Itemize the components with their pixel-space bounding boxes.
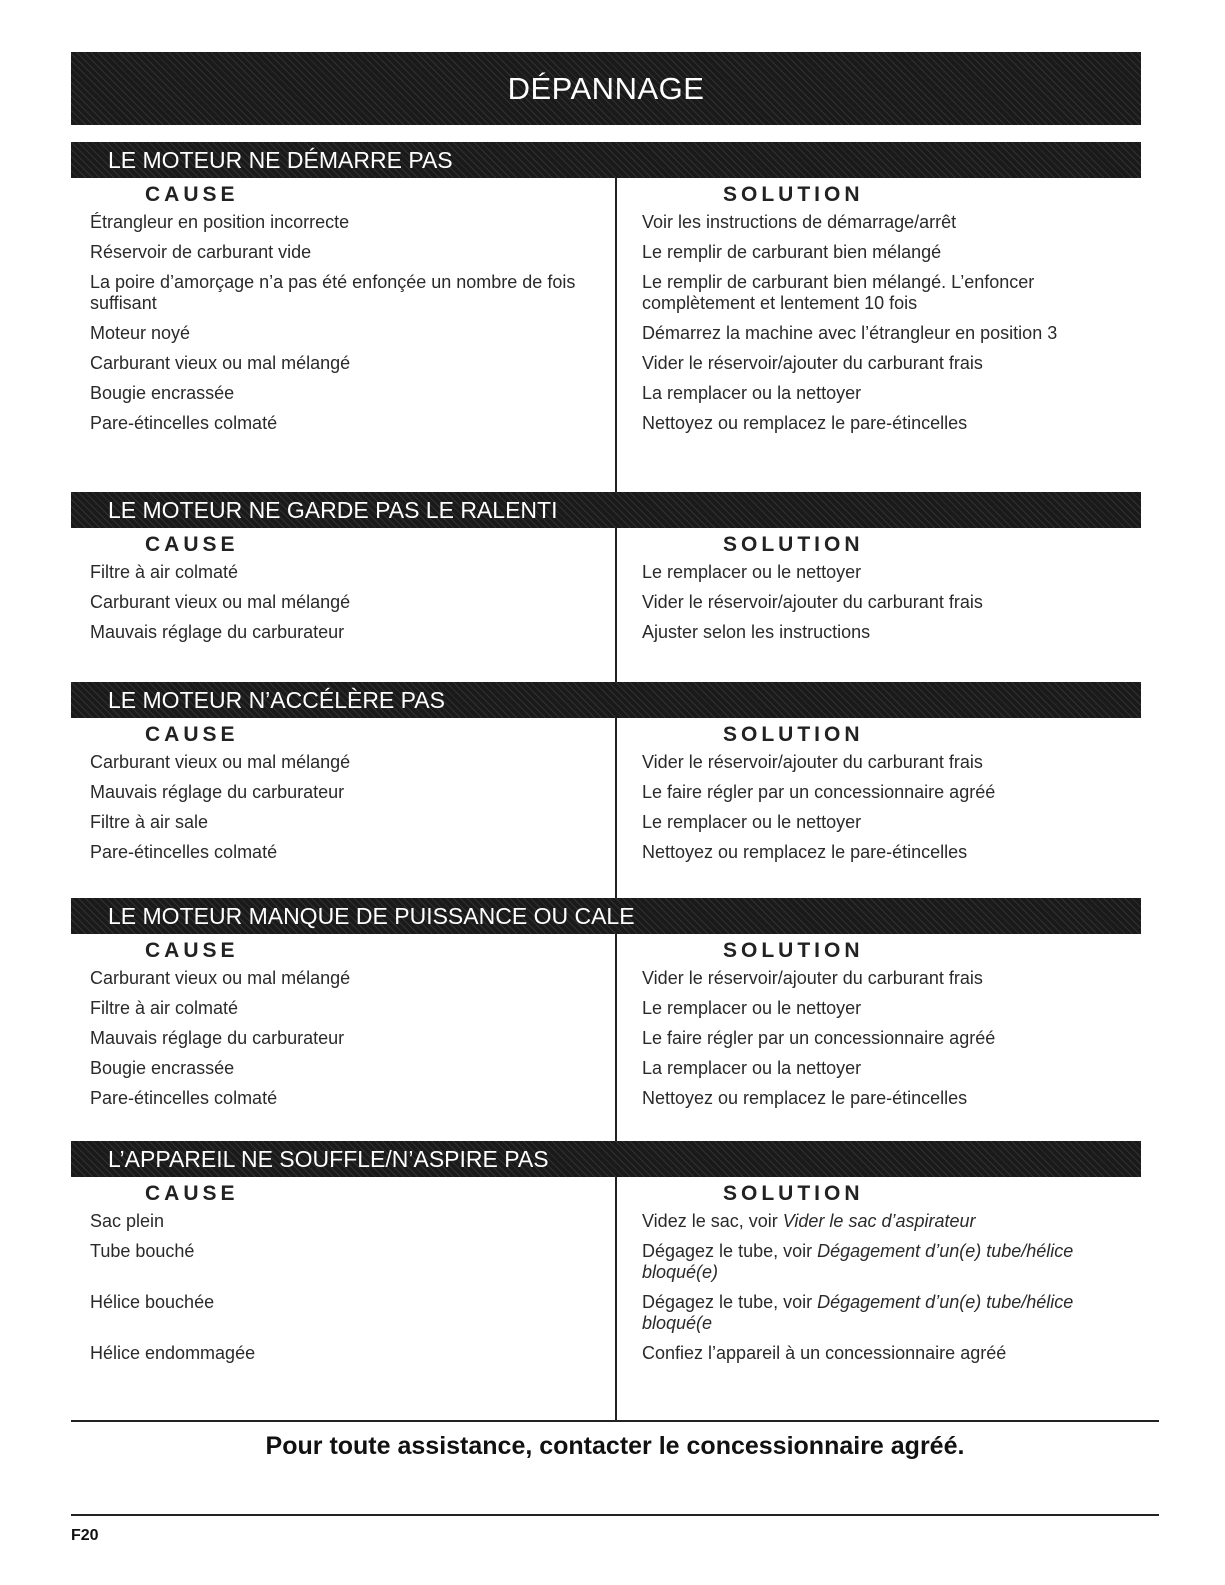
column-divider <box>615 718 617 898</box>
solution-item <box>642 353 1141 374</box>
solution-item <box>642 998 1141 1019</box>
solution-item <box>642 968 1141 989</box>
section-columns <box>71 178 1141 492</box>
column-divider <box>615 178 617 492</box>
solution-column <box>616 718 1141 898</box>
solution-text: Le remplacer ou le nettoyer <box>642 562 862 582</box>
solution-text: Confiez l’appareil à un concessionnaire agréé <box>642 1343 1007 1363</box>
cause-item: Bougie encrassée <box>90 383 235 403</box>
cause-item: Moteur noyé <box>90 323 191 343</box>
solution-text: Nettoyez ou remplacez le pare-étincelles <box>642 1088 968 1108</box>
cause-item: Mauvais réglage du carburateur <box>90 1028 345 1048</box>
cause-item: Réservoir de carburant vide <box>90 242 312 262</box>
solution-item <box>642 272 1141 314</box>
section-4 <box>71 898 1141 1141</box>
cause-item: Pare-étincelles colmaté <box>90 413 278 433</box>
solution-item <box>642 242 1141 263</box>
cause-item: Pare-étincelles colmaté <box>90 842 278 862</box>
solution-column <box>616 1177 1141 1420</box>
solution-item <box>642 782 1141 803</box>
solution-header: SOLUTION <box>723 939 864 962</box>
cause-column <box>71 1177 616 1420</box>
cause-item: Bougie encrassée <box>90 1058 235 1078</box>
page-number: F20 <box>71 1527 99 1544</box>
solution-item <box>642 383 1141 404</box>
footer-divider-bottom <box>71 1514 1159 1516</box>
section-title-bar <box>71 142 1141 178</box>
solution-text: Dégagez le tube, voir <box>642 1241 818 1261</box>
section-title: LE MOTEUR N’ACCÉLÈRE PAS <box>108 686 445 713</box>
section-title-bar <box>71 1141 1141 1177</box>
section-title-bar <box>71 898 1141 934</box>
solution-text: Vider le réservoir/ajouter du carburant frais <box>642 752 983 772</box>
section-title-bar <box>71 492 1141 528</box>
solution-item <box>642 413 1141 434</box>
solution-item <box>642 212 1141 233</box>
solution-text: Vider le réservoir/ajouter du carburant frais <box>642 592 983 612</box>
cause-item: Hélice bouchée <box>90 1292 215 1312</box>
section-columns <box>71 1177 1141 1420</box>
cause-item: Filtre à air sale <box>90 812 209 832</box>
solution-text: La remplacer ou la nettoyer <box>642 1058 862 1078</box>
footer-divider-top <box>71 1420 1159 1422</box>
solution-text: La remplacer ou la nettoyer <box>642 383 862 403</box>
cause-column <box>71 528 616 682</box>
cause-column <box>71 934 616 1141</box>
section-columns <box>71 934 1141 1141</box>
page-title: DÉPANNAGE <box>507 70 705 106</box>
section-title: LE MOTEUR NE GARDE PAS LE RALENTI <box>108 496 558 523</box>
column-divider <box>615 528 617 682</box>
section-title: LE MOTEUR MANQUE DE PUISSANCE OU CALE <box>108 902 635 929</box>
cause-item: Carburant vieux ou mal mélangé <box>90 752 351 772</box>
solution-reference: Dégagement d’un(e) tube/hélice bloqué(e <box>642 1292 1074 1333</box>
section-2 <box>71 492 1141 682</box>
solution-item <box>642 323 1141 344</box>
footer-assistance-text: Pour toute assistance, contacter le concessionnaire agréé. <box>265 1432 965 1460</box>
cause-item: Sac plein <box>90 1211 165 1231</box>
section-5 <box>71 1141 1141 1420</box>
section-1 <box>71 142 1141 492</box>
section-columns <box>71 528 1141 682</box>
cause-item: Carburant vieux ou mal mélangé <box>90 592 351 612</box>
cause-item: Filtre à air colmaté <box>90 998 239 1018</box>
solution-text: Nettoyez ou remplacez le pare-étincelles <box>642 413 968 433</box>
solution-item <box>642 622 1141 643</box>
cause-header: CAUSE <box>145 723 239 746</box>
solution-header: SOLUTION <box>723 533 864 556</box>
column-divider <box>615 1177 617 1420</box>
section-title-bar <box>71 682 1141 718</box>
solution-text: Le faire régler par un concessionnaire agréé <box>642 1028 996 1048</box>
solution-item <box>642 1292 1141 1334</box>
solution-header: SOLUTION <box>723 183 864 206</box>
cause-item: Étrangleur en position incorrecte <box>90 212 350 232</box>
solution-text: Voir les instructions de démarrage/arrêt <box>642 212 957 232</box>
solution-item <box>642 1058 1141 1079</box>
cause-column <box>71 178 616 492</box>
solution-text: Le remplir de carburant bien mélangé. L’enfoncer complètement et lentement 10 fois <box>642 272 1035 313</box>
solution-text: Vider le réservoir/ajouter du carburant frais <box>642 968 983 988</box>
solution-reference: Dégagement d’un(e) tube/hélice bloqué(e) <box>642 1241 1074 1282</box>
solution-header: SOLUTION <box>723 723 864 746</box>
solution-column <box>616 934 1141 1141</box>
solution-item <box>642 752 1141 773</box>
solution-text: Nettoyez ou remplacez le pare-étincelles <box>642 842 968 862</box>
cause-item: Carburant vieux ou mal mélangé <box>90 353 351 373</box>
cause-item: La poire d’amorçage n’a pas été enfonçée un nombre de fois suffisant <box>90 272 576 313</box>
solution-column <box>616 178 1141 492</box>
solution-item <box>642 1088 1141 1109</box>
solution-reference: Vider le sac d’aspirateur <box>782 1211 976 1231</box>
section-title: L’APPAREIL NE SOUFFLE/N’ASPIRE PAS <box>108 1145 549 1172</box>
solution-item <box>642 842 1141 863</box>
cause-item: Carburant vieux ou mal mélangé <box>90 968 351 988</box>
cause-header: CAUSE <box>145 1182 239 1205</box>
cause-item: Mauvais réglage du carburateur <box>90 622 345 642</box>
column-divider <box>615 934 617 1141</box>
solution-item <box>642 1211 1141 1232</box>
section-3 <box>71 682 1141 898</box>
solution-text: Le remplacer ou le nettoyer <box>642 812 862 832</box>
cause-column <box>71 718 616 898</box>
cause-item: Tube bouché <box>90 1241 195 1261</box>
solution-text: Videz le sac, voir <box>642 1211 783 1231</box>
solution-text: Le faire régler par un concessionnaire agréé <box>642 782 996 802</box>
solution-item <box>642 1343 1141 1364</box>
cause-item: Filtre à air colmaté <box>90 562 239 582</box>
solution-text: Le remplacer ou le nettoyer <box>642 998 862 1018</box>
solution-text: Vider le réservoir/ajouter du carburant frais <box>642 353 983 373</box>
solution-item <box>642 592 1141 613</box>
page-title-bar <box>71 52 1141 125</box>
cause-item: Hélice endommagée <box>90 1343 256 1363</box>
cause-item: Pare-étincelles colmaté <box>90 1088 278 1108</box>
solution-item <box>642 1028 1141 1049</box>
cause-item: Mauvais réglage du carburateur <box>90 782 345 802</box>
section-title: LE MOTEUR NE DÉMARRE PAS <box>108 146 453 173</box>
cause-header: CAUSE <box>145 939 239 962</box>
solution-text: Ajuster selon les instructions <box>642 622 871 642</box>
section-columns <box>71 718 1141 898</box>
solution-item <box>642 562 1141 583</box>
solution-item <box>642 1241 1141 1283</box>
solution-header: SOLUTION <box>723 1182 864 1205</box>
solution-text: Le remplir de carburant bien mélangé <box>642 242 942 262</box>
solution-item <box>642 812 1141 833</box>
solution-text: Démarrez la machine avec l’étrangleur en position 3 <box>642 323 1058 343</box>
solution-column <box>616 528 1141 682</box>
solution-text: Dégagez le tube, voir <box>642 1292 818 1312</box>
cause-header: CAUSE <box>145 183 239 206</box>
cause-header: CAUSE <box>145 533 239 556</box>
